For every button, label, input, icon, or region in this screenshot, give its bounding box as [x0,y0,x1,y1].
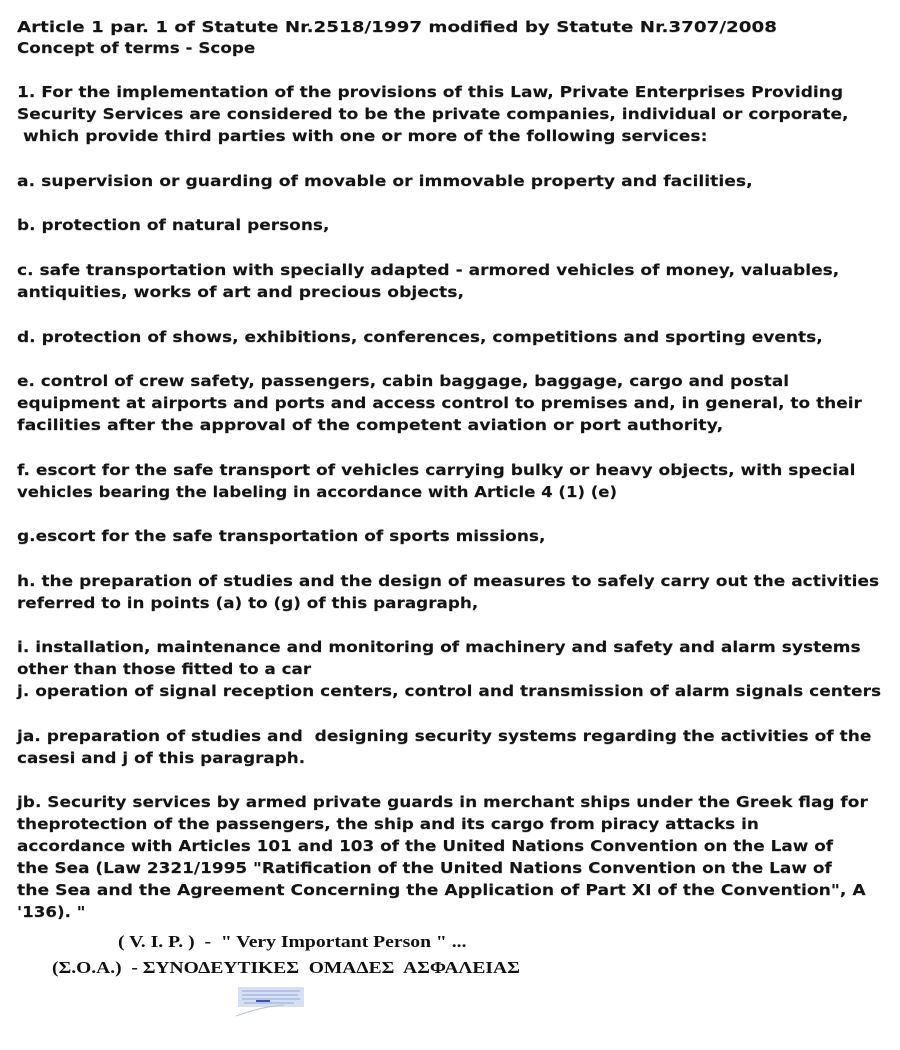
intro-line: which provide third parties with one or more of the following services: [17,127,708,145]
item-b: b. protection of natural persons, [17,216,330,234]
item-jb: theprotection of the passengers, the ship and its cargo from piracy attacks in [17,815,759,833]
intro-line: Security Services are considered to be the private companies, individual or corporate, [17,105,849,123]
item-jb: accordance with Articles 101 and 103 of the United Nations Convention on the Law of [17,837,834,855]
vip-line: ( V. I. P. ) - " Very Important Person " ... [118,932,467,951]
item-ja: casesi and j of this paragraph. [17,749,306,767]
blue-stamp-icon [234,985,308,1019]
item-c: antiquities, works of art and precious objects, [17,283,464,301]
item-i: i. installation, maintenance and monitoring of machinery and safety and alarm systems [17,638,861,656]
item-jb: '136). " [17,903,86,921]
item-a: a. supervision or guarding of movable or immovable property and facilities, [17,172,753,190]
greek-line: (Σ.Ο.Α.) - ΣΥΝΟΔΕΥΤΙΚΕΣ ΟΜΑΔΕΣ ΑΣΦΑΛΕΙΑΣ [52,958,520,977]
document-title: Article 1 par. 1 of Statute Nr.2518/1997 modified by Statute Nr.3707/2008 [17,18,777,36]
item-d: d. protection of shows, exhibitions, conferences, competitions and sporting events, [17,328,823,346]
item-e: e. control of crew safety, passengers, cabin baggage, baggage, cargo and postal [17,372,790,390]
item-f: vehicles bearing the labeling in accordance with Article 4 (1) (e) [17,483,618,501]
item-h: referred to in points (a) to (g) of this paragraph, [17,594,479,612]
item-g: g.escort for the safe transportation of sports missions, [17,527,546,545]
item-jb: jb. Security services by armed private guards in merchant ships under the Greek flag for [17,793,868,811]
document-subtitle: Concept of terms - Scope [17,39,256,57]
item-jb: the Sea (Law 2321/1995 "Ratification of the United Nations Convention on the Law of [17,859,832,877]
item-j: j. operation of signal reception centers, control and transmission of alarm signals centers [17,682,882,700]
item-i: other than those fitted to a car [17,660,312,678]
intro-line: 1. For the implementation of the provisions of this Law, Private Enterprises Providing [17,83,844,101]
item-f: f. escort for the safe transport of vehicles carrying bulky or heavy objects, with special [17,461,856,479]
item-ja: ja. preparation of studies and designing security systems regarding the activities of the [17,727,872,745]
item-c: c. safe transportation with specially adapted - armored vehicles of money, valuables, [17,261,840,279]
item-e: equipment at airports and ports and access control to premises and, in general, to their [17,394,862,412]
item-e: facilities after the approval of the competent aviation or port authority, [17,416,724,434]
item-h: h. the preparation of studies and the design of measures to safely carry out the activities [17,572,880,590]
item-jb: the Sea and the Agreement Concerning the Application of Part XI of the Convention", A [17,881,866,899]
